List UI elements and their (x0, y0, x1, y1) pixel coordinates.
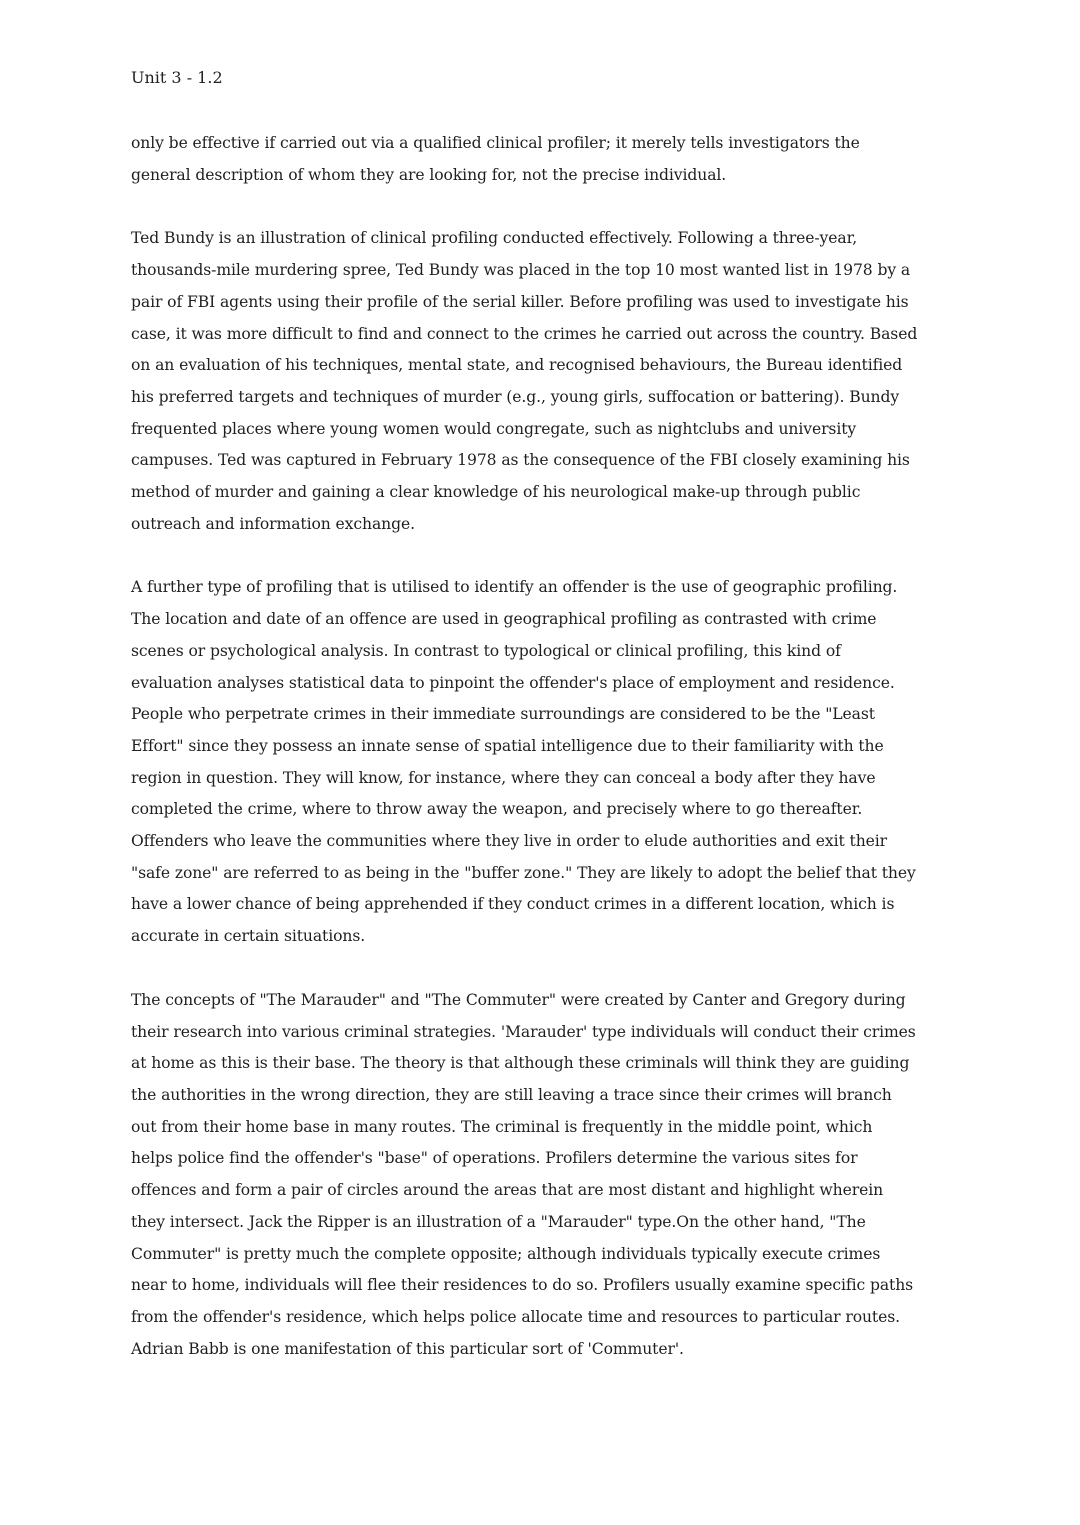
text-line: region in question. They will know, for instance, where they can conceal a body after they have (131, 768, 876, 787)
text-line: Effort" since they possess an innate sense of spatial intelligence due to their familiarity with the (131, 736, 884, 755)
text-line: near to home, individuals will flee their residences to do so. Profilers usually examine specific paths (131, 1276, 914, 1295)
text-line: helps police find the offender's "base" of operations. Profilers determine the various sites for (131, 1149, 858, 1168)
text-line: The concepts of "The Marauder" and "The Commuter" were created by Canter and Gregory during (131, 990, 906, 1009)
text-line: on an evaluation of his techniques, mental state, and recognised behaviours, the Bureau identified (131, 356, 903, 375)
text-line: completed the crime, where to throw away the weapon, and precisely where to go thereafter. (131, 800, 863, 819)
text-line: their research into various criminal strategies. 'Marauder' type individuals will conduct their crimes (131, 1022, 916, 1041)
text-line: People who perpetrate crimes in their immediate surroundings are considered to be the "Least (131, 705, 875, 724)
text-line: only be effective if carried out via a qualified clinical profiler; it merely tells investigators the (131, 134, 860, 152)
text-line: they intersect. Jack the Ripper is an illustration of a "Marauder" type.On the other hand, "The (131, 1212, 866, 1231)
text-line: method of murder and gaining a clear knowledge of his neurological make-up through public (131, 483, 861, 502)
text-line: Commuter" is pretty much the complete opposite; although individuals typically execute crimes (131, 1244, 881, 1263)
paragraph-ted-bundy (131, 223, 963, 540)
text-line: at home as this is their base. The theory is that although these criminals will think they are guiding (131, 1054, 910, 1073)
text-line: general description of whom they are looking for, not the precise individual. (131, 165, 727, 184)
text-line: have a lower chance of being apprehended if they conduct crimes in a different location, which is (131, 895, 895, 914)
paragraph-marauder-commuter (131, 985, 963, 1365)
paragraph-profiling-summary (131, 128, 963, 191)
text-line: A further type of profiling that is utilised to identify an offender is the use of geographic profiling. (131, 578, 898, 597)
text-line: The location and date of an offence are used in geographical profiling as contrasted with crime (131, 610, 877, 629)
paragraph-geographic-profiling (131, 572, 963, 952)
text-line: accurate in certain situations. (131, 927, 366, 946)
text-line: the authorities in the wrong direction, they are still leaving a trace since their crimes will branch (131, 1085, 892, 1104)
text-line: Offenders who leave the communities where they live in order to elude authorities and exit their (131, 832, 888, 851)
text-line: Adrian Babb is one manifestation of this particular sort of 'Commuter'. (131, 1339, 684, 1358)
text-line: his preferred targets and techniques of murder (e.g., young girls, suffocation or battering). Bundy (131, 387, 900, 406)
text-line: out from their home base in many routes. The criminal is frequently in the middle point, which (131, 1117, 873, 1136)
text-line: scenes or psychological analysis. In contrast to typological or clinical profiling, this kind of (131, 641, 841, 660)
text-line: offences and form a pair of circles around the areas that are most distant and highlight wherein (131, 1181, 884, 1200)
text-line: outreach and information exchange. (131, 514, 415, 533)
page-header: Unit 3 - 1.2 (131, 68, 223, 87)
text-line: campuses. Ted was captured in February 1978 as the consequence of the FBI closely examining his (131, 451, 910, 470)
text-line: from the offender's residence, which helps police allocate time and resources to particular routes. (131, 1307, 900, 1326)
document-body (131, 128, 963, 1397)
text-line: evaluation analyses statistical data to pinpoint the offender's place of employment and residence. (131, 673, 895, 692)
text-line: thousands-mile murdering spree, Ted Bundy was placed in the top 10 most wanted list in 1978 by a (131, 261, 911, 280)
text-line: "safe zone" are referred to as being in the "buffer zone." They are likely to adopt the belief that they (131, 863, 916, 882)
text-line: pair of FBI agents using their profile of the serial killer. Before profiling was used to investigate his (131, 292, 909, 311)
text-line: case, it was more difficult to find and connect to the crimes he carried out across the country. Based (131, 324, 918, 343)
text-line: frequented places where young women would congregate, such as nightclubs and university (131, 419, 857, 438)
text-line: Ted Bundy is an illustration of clinical profiling conducted effectively. Following a three-year, (131, 229, 858, 248)
